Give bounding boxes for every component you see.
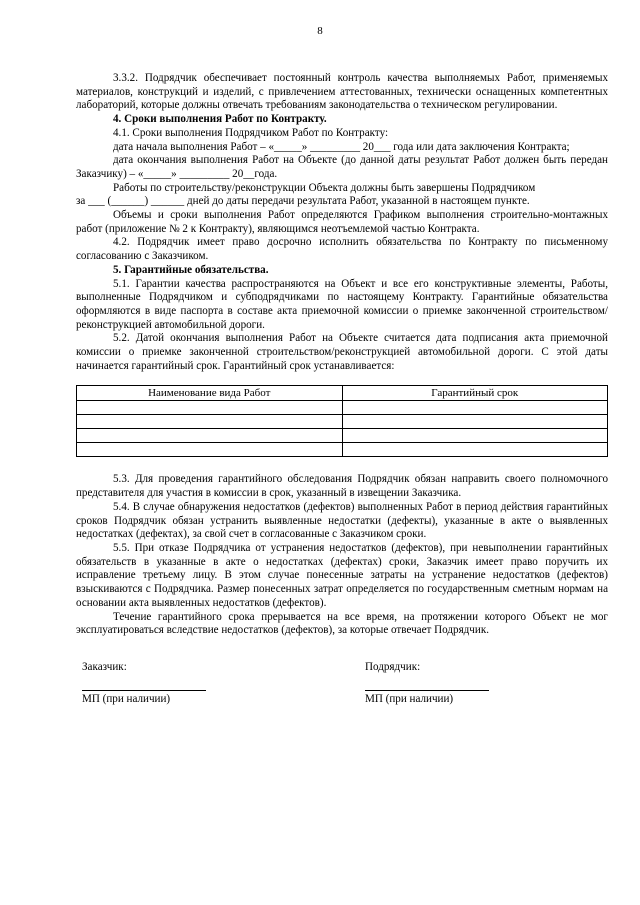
table-cell [342,429,608,443]
table-cell [342,415,608,429]
contractor-seal-label: МП (при наличии) [365,692,454,705]
table-cell [342,443,608,457]
customer-label: Заказчик: [82,660,127,673]
table-row [77,443,608,457]
table-row [77,415,608,429]
section-heading-5: 5. Гарантийные обязательства. [113,263,269,276]
clause-4-1: 4.1. Сроки выполнения Подрядчиком Работ по Контракту: [113,126,389,139]
page-number: 8 [317,25,323,37]
clause-3-3-2: 3.3.2. Подрядчик обеспечивает постоянный контроль качества выполняемых Работ, применяемых материалов, конструкций и изделий, с привлечением аттестованных, технически оснащенных компетентных лабораторий, которые должны отвечать требованиям законодательства о техническом регулировании. [76,72,608,112]
signature-block [76,661,608,721]
work-type-header: Наименование вида Работ [77,386,343,401]
table-cell [342,401,608,415]
table-cell [77,401,343,415]
clause-4-2: 4.2. Подрядчик имеет право досрочно исполнить обязательства по Контракту по письменному согласованию с Заказчиком. [76,236,608,263]
document-body [76,72,608,721]
schedule-paragraph: Объемы и сроки выполнения Работ определяются Графиком выполнения строительно-монтажных работ (приложение № 2 к Контракту), являющимся неотъемлемой частью Контракта. [76,209,608,235]
warranty-period-header: Гарантийный срок [342,386,608,401]
section-heading-4: 4. Сроки выполнения Работ по Контракту. [113,113,327,126]
clause-5-1: 5.1. Гарантии качества распространяются на Объект и все его конструктивные элементы, Работы, выполненные Подрядчиком и субподрядчиками по настоящему Контракту. Гарантийные обязательства оформляются в виде паспорта в составе акта приемочной комиссии о приемке законченной строительством/реконструкцией автомобильной дороги. [76,277,608,331]
warranty-interruption-paragraph: Течение гарантийного срока прерывается на все время, на протяжении которого Объект не мог эксплуатироваться вследствие недостатков (дефектов), за которые отвечает Подрядчик. [76,610,608,637]
contractor-label: Подрядчик: [365,660,421,673]
contractor-signature-line [365,675,489,691]
table-row [77,401,608,415]
completion-deadline-line: Работы по строительству/реконструкции Объекта должны быть завершены Подрядчиком [113,181,536,194]
end-date-line: дата окончания выполнения Работ на Объекте (до данной даты результат Работ должен быть передан Заказчику) – «_____» _________ 20__года. [76,154,608,180]
customer-signature-line [82,675,206,691]
clause-5-5: 5.5. При отказе Подрядчика от устранения недостатков (дефектов), при невыполнении гарантийных обязательств в указанные в акте о недостатках (дефектах) сроки, Заказчик имеет право поручить их исправление третьему лицу. В этом случае понесенные затраты на устранение недостатков (дефектов) взыскиваются с Подрядчика. Размер понесенных затрат определяется по государственным сметным нормам на основании акта выявленных недостатков (дефектов). [76,541,608,609]
start-date-line: дата начала выполнения Работ – «_____» _________ 20___ года или дата заключения Контракта; [113,140,570,153]
warranty-table [76,385,608,457]
clause-5-3: 5.3. Для проведения гарантийного обследования Подрядчик обязан направить своего полномочного представителя для участия в комиссии в срок, указанный в извещении Заказчика. [76,473,608,500]
table-row [77,429,608,443]
customer-seal-label: МП (при наличии) [82,692,171,705]
clause-5-2: 5.2. Датой окончания выполнения Работ на Объекте считается дата подписания акта приемочной комиссии о приемке законченной строительством/реконструкцией автомобильной дороги. С этой даты начинается гарантийный срок. Гарантийный срок устанавливается: [76,332,608,372]
contractor-signature [365,661,565,706]
customer-signature [82,661,282,706]
table-header-row [77,386,608,401]
table-cell [77,443,343,457]
table-cell [77,429,343,443]
clause-5-4: 5.4. В случае обнаружения недостатков (дефектов) выполненных Работ в период действия гарантийных сроков Подрядчик обязан устранить выявленные недостатки (дефекты), указанные в акте о выявленных недостатках (дефектах), за свой счет в согласованные с Заказчиком сроки. [76,500,608,541]
table-cell [77,415,343,429]
completion-days-line: за ___ (______) ______ дней до даты передачи результата Работ, указанной в настоящем пункте. [76,195,530,208]
